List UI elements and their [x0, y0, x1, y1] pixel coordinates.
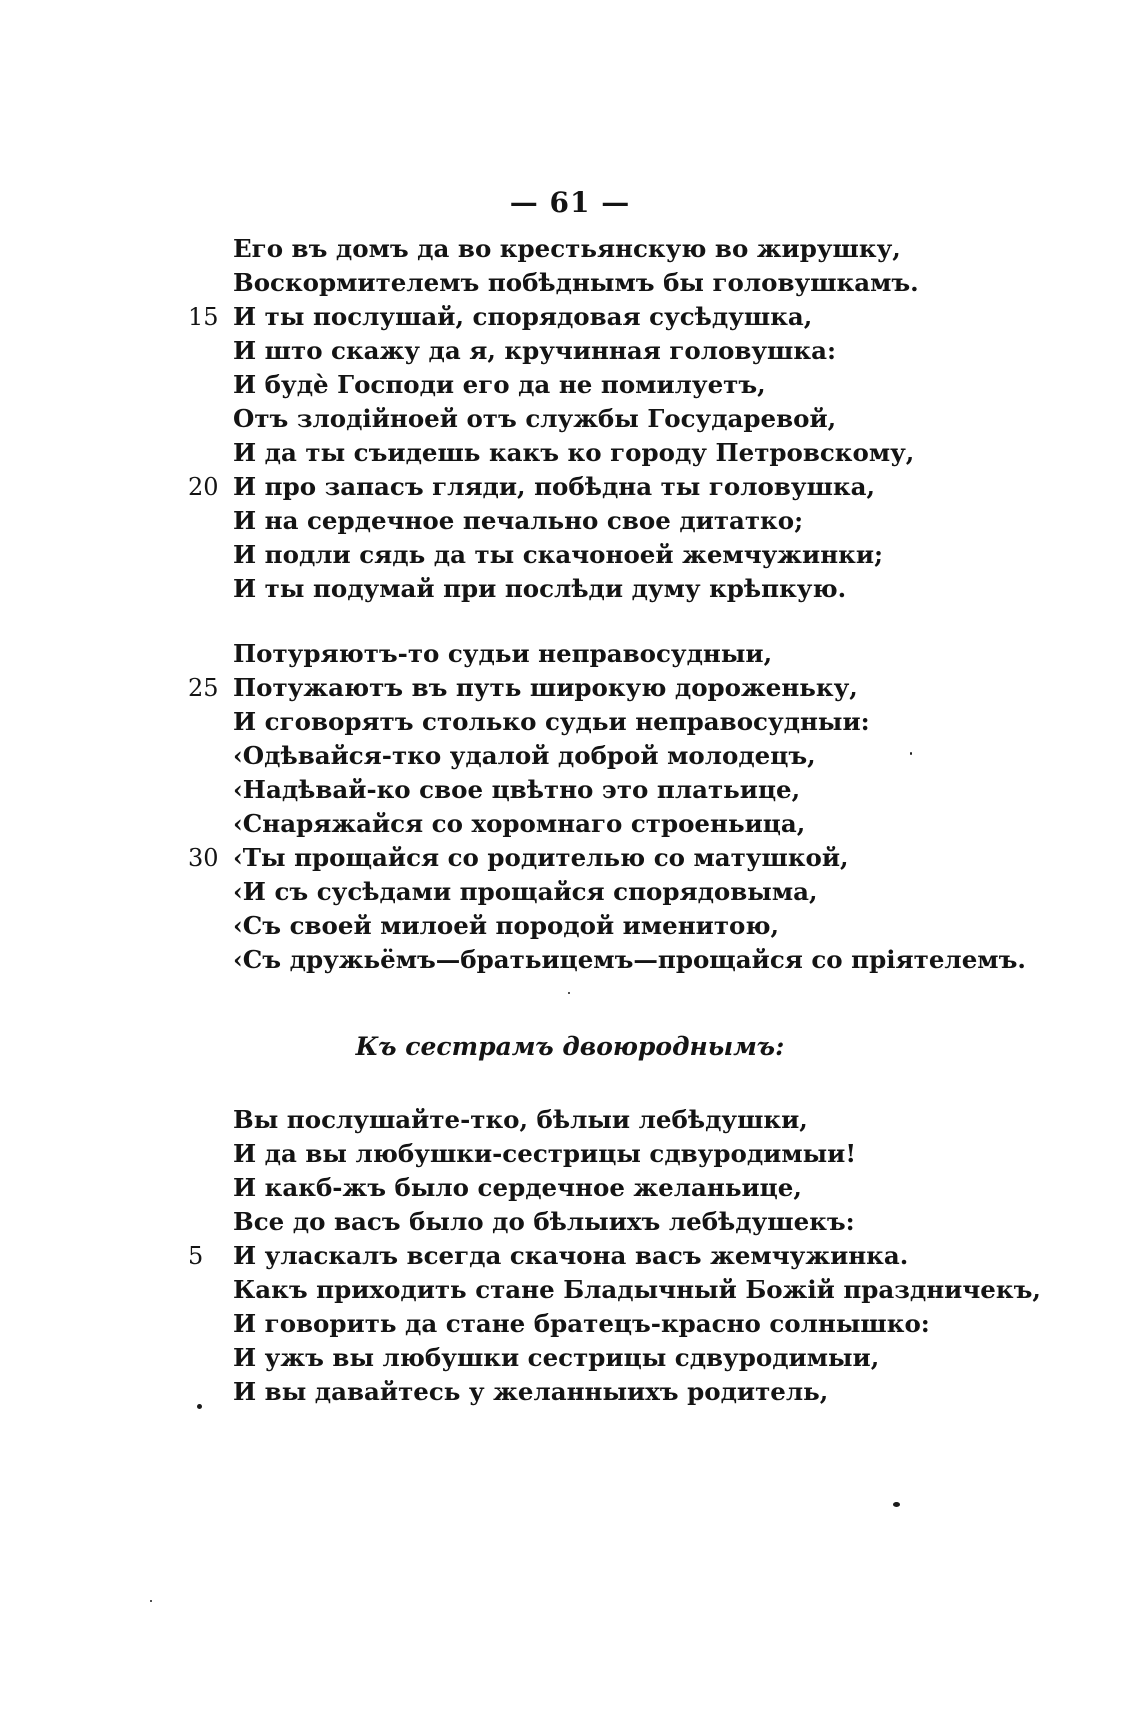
verse-text: И на сердечное печально свое дитатко;	[233, 506, 804, 535]
verse-line	[0, 1273, 1140, 1307]
verse-line	[0, 943, 1140, 977]
verse-line	[0, 504, 1140, 538]
stanza-3	[0, 1103, 1140, 1409]
verse-line	[0, 1171, 1140, 1205]
verse-line	[0, 232, 1140, 266]
verse-text: Все до васъ было до бѣлыихъ лебѣдушекъ:	[233, 1207, 855, 1236]
verse-line	[0, 841, 1140, 875]
verse-line	[0, 1341, 1140, 1375]
ink-speck	[150, 1600, 152, 1602]
verse-text: И какб-жъ было сердечное желаньице,	[233, 1173, 802, 1202]
verse-text: ‹Ты прощайся со родителью со матушкой,	[233, 843, 849, 872]
stanza-2	[0, 637, 1140, 977]
verse-line	[0, 368, 1140, 402]
verse-text: И што скажу да я, кручинная головушка:	[233, 336, 836, 365]
verse-text: Какъ приходить стане Бладычный Божій праздничекъ,	[233, 1275, 1041, 1304]
verse-line	[0, 334, 1140, 368]
verse-line	[0, 300, 1140, 334]
verse-text: Воскормителемъ побѣднымъ бы головушкамъ.	[233, 268, 919, 297]
verse-line	[0, 637, 1140, 671]
verse-line	[0, 875, 1140, 909]
verse-line	[0, 1375, 1140, 1409]
verse-line	[0, 739, 1140, 773]
line-number: 25	[188, 674, 219, 702]
verse-line	[0, 705, 1140, 739]
ink-speck	[893, 1502, 900, 1507]
verse-text: И сговорятъ столько судьи неправосудныи:	[233, 707, 870, 736]
verse-text: Потуряютъ-то судьи неправосудныи,	[233, 639, 773, 668]
verse-line	[0, 266, 1140, 300]
verse-line	[0, 909, 1140, 943]
verse-text: ‹И съ сусѣдами прощайся спорядовыма,	[233, 877, 818, 906]
verse-text: ‹Надѣвай-ко свое цвѣтно это платьице,	[233, 775, 801, 804]
verse-line	[0, 436, 1140, 470]
verse-line	[0, 1103, 1140, 1137]
line-number: 5	[188, 1242, 204, 1270]
verse-text: И ты послушай, спорядовая сусѣдушка,	[233, 302, 813, 331]
verse-text: ‹Одѣвайся-тко удалой доброй молодецъ,	[233, 741, 816, 770]
ink-speck	[197, 1404, 202, 1409]
line-number: 30	[188, 844, 219, 872]
section-heading: Къ сестрамъ двоюроднымъ:	[355, 1032, 785, 1061]
verse-line	[0, 1307, 1140, 1341]
ink-speck	[910, 752, 912, 755]
verse-line	[0, 671, 1140, 705]
verse-text: Вы послушайте-тко, бѣлыи лебѣдушки,	[233, 1105, 808, 1134]
verse-text: И про запасъ гляди, побѣдна ты головушка,	[233, 472, 876, 501]
verse-text: И вы давайтесь у желанныихъ родитель,	[233, 1377, 829, 1406]
verse-line	[0, 470, 1140, 504]
line-number: 15	[188, 303, 219, 331]
verse-line	[0, 1239, 1140, 1273]
verse-text: И ужъ вы любушки сестрицы сдвуродимыи,	[233, 1343, 880, 1372]
verse-text: И да вы любушки-сестрицы сдвуродимыи!	[233, 1139, 857, 1168]
verse-text: Его въ домъ да во крестьянскую во жирушку,	[233, 234, 901, 263]
verse-text: И ты подумай при послѣди думу крѣпкую.	[233, 574, 847, 603]
ink-speck	[568, 992, 570, 994]
stanza-1	[0, 232, 1140, 606]
verse-line	[0, 773, 1140, 807]
verse-text: И уласкалъ всегда скачона васъ жемчужинка.	[233, 1241, 909, 1270]
verse-text: И подли сядь да ты скачоноей жемчужинки;	[233, 540, 884, 569]
page-number: — 61 —	[509, 186, 631, 219]
verse-text: ‹Съ дружьёмъ—братьицемъ—прощайся со пріятелемъ.	[233, 945, 1026, 974]
verse-text: Отъ злодійноей отъ службы Государевой,	[233, 404, 837, 433]
verse-line	[0, 1137, 1140, 1171]
verse-line	[0, 807, 1140, 841]
verse-text: ‹Съ своей милоей породой именитою,	[233, 911, 779, 940]
verse-line	[0, 1205, 1140, 1239]
line-number: 20	[188, 473, 219, 501]
verse-text: Потужаютъ въ путь широкую дороженьку,	[233, 673, 858, 702]
verse-line	[0, 572, 1140, 606]
verse-text: И да ты съидешь какъ ко городу Петровскому,	[233, 438, 915, 467]
verse-text: И говорить да стане братецъ-красно солнышко:	[233, 1309, 930, 1338]
verse-text: И будѐ Господи его да не помилуетъ,	[233, 370, 766, 399]
verse-text: ‹Снаряжайся со хоромнаго строеньица,	[233, 809, 806, 838]
verse-line	[0, 538, 1140, 572]
verse-line	[0, 402, 1140, 436]
